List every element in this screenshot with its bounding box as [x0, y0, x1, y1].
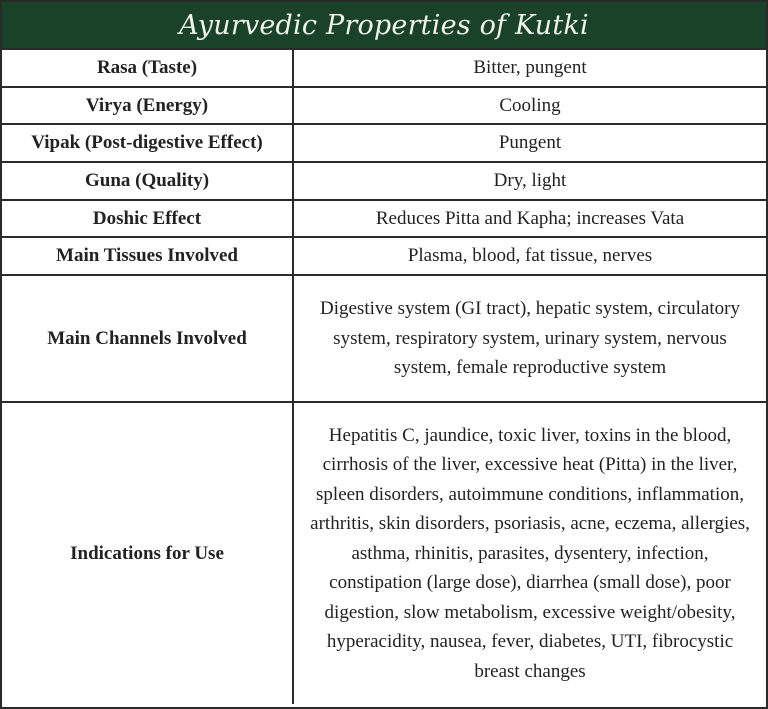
- table-row: [2, 87, 766, 124]
- value-cell: Dry, light: [293, 162, 766, 200]
- property-cell: Vipak (Post-digestive Effect): [2, 124, 293, 162]
- table-row: [2, 237, 766, 275]
- value-cell: Reduces Pitta and Kapha; increases Vata: [293, 200, 766, 237]
- value-cell: Digestive system (GI tract), hepatic system, circulatory system, respiratory system, urinary system, nervous system, female reproductive system: [293, 275, 766, 402]
- value-cell: Hepatitis C, jaundice, toxic liver, toxins in the blood, cirrhosis of the liver, excessive heat (Pitta) in the liver, spleen disorders, autoimmune conditions, inflammation, arthritis, skin disorders, psoriasis, acne, eczema, allergies, asthma, rhinitis, parasites, dysentery, infection, constipation (large dose), diarrhea (small dose), poor digestion, slow metabolism, excessive weight/obesity, hyperacidity, nausea, fever, diabetes, UTI, fibrocystic breast changes: [293, 402, 766, 704]
- value-cell: Plasma, blood, fat tissue, nerves: [293, 237, 766, 275]
- property-cell: Indications for Use: [2, 402, 293, 704]
- table-row: [2, 402, 766, 704]
- property-cell: Main Channels Involved: [2, 275, 293, 402]
- table-row: [2, 162, 766, 200]
- table-row: [2, 124, 766, 162]
- property-cell: Main Tissues Involved: [2, 237, 293, 275]
- property-cell: Virya (Energy): [2, 87, 293, 124]
- property-cell: Guna (Quality): [2, 162, 293, 200]
- table-row: [2, 50, 766, 87]
- table-row: [2, 275, 766, 402]
- value-cell: Pungent: [293, 124, 766, 162]
- property-cell: Rasa (Taste): [2, 50, 293, 87]
- property-cell: Doshic Effect: [2, 200, 293, 237]
- table-row: [2, 200, 766, 237]
- properties-table: [2, 50, 766, 704]
- value-cell: Bitter, pungent: [293, 50, 766, 87]
- table-title: Ayurvedic Properties of Kutki: [2, 2, 766, 50]
- value-cell: Cooling: [293, 87, 766, 124]
